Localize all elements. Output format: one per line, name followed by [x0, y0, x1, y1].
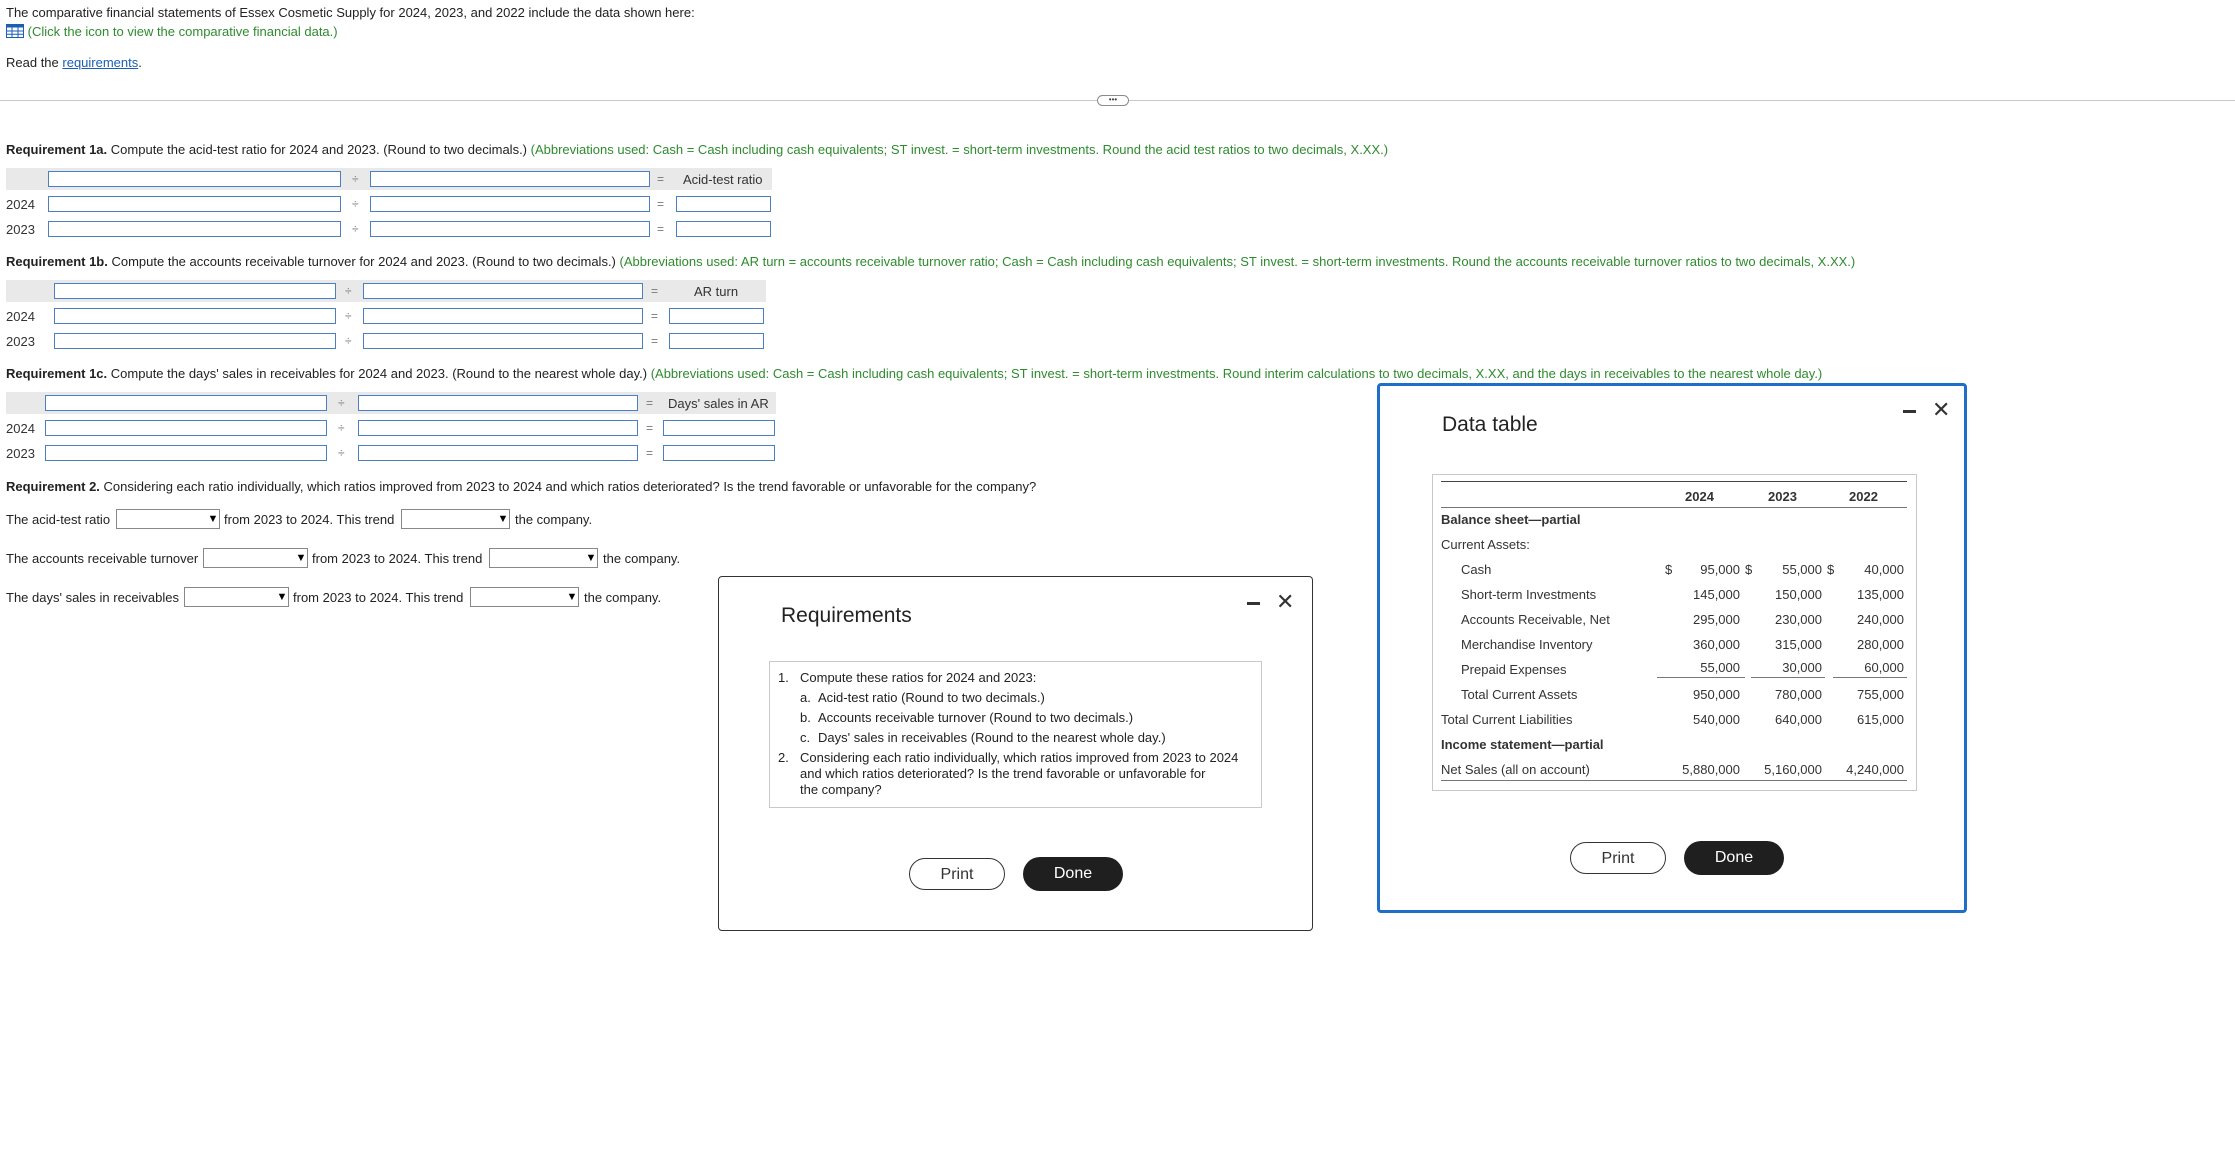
- row-label-prepaid: Prepaid Expenses: [1461, 662, 1567, 677]
- subtotal-rule: [1751, 677, 1825, 678]
- financial-data-table: [1432, 474, 1917, 791]
- equals-sign: =: [646, 421, 654, 435]
- cell-tca-2023: 780,000: [1775, 687, 1822, 702]
- year-2024: 2024: [6, 309, 35, 324]
- req-item-b-label: b.: [800, 710, 811, 725]
- req1c-2023-result[interactable]: [663, 445, 775, 461]
- minimize-icon[interactable]: [1903, 410, 1916, 413]
- subtotal-rule: [1657, 677, 1745, 678]
- divide-sign: ÷: [338, 446, 345, 460]
- read-prefix: Read the: [6, 55, 59, 70]
- header-rule: [1441, 507, 1907, 508]
- req1c-header-numerator[interactable]: [45, 395, 327, 411]
- req1c-2023-denominator[interactable]: [358, 445, 638, 461]
- req1a-2023-result[interactable]: [676, 221, 771, 237]
- cell-inv-2023: 315,000: [1775, 637, 1822, 652]
- row-label-st-investments: Short-term Investments: [1461, 587, 1597, 602]
- chevron-down-icon: ▼: [207, 513, 219, 525]
- req1b-text: Compute the accounts receivable turnover for 2024 and 2023. (Round to two decimals.): [111, 254, 616, 269]
- close-icon[interactable]: ✕: [1932, 397, 1951, 422]
- divide-sign: ÷: [352, 222, 359, 236]
- chevron-down-icon: ▼: [585, 552, 597, 564]
- req-item2-line2: and which ratios deteriorated? Is the trend favorable or unfavorable for: [800, 766, 1206, 781]
- cell-cash-2023: 55,000: [1782, 562, 1822, 577]
- cell-st-2022: 135,000: [1857, 587, 1904, 602]
- req1c-label: Requirement 1c.: [6, 366, 108, 381]
- divide-sign: ÷: [345, 309, 352, 323]
- req1b-heading: [6, 254, 1855, 269]
- req-item-b: Accounts receivable turnover (Round to two decimals.): [818, 710, 1134, 725]
- row-label-total-current-assets: Total Current Assets: [1461, 687, 1578, 702]
- equals-sign: =: [646, 446, 654, 460]
- req2-row3-mid: from 2023 to 2024. This trend: [293, 590, 464, 605]
- equals-sign: =: [651, 334, 659, 348]
- req1c-2024-numerator[interactable]: [45, 420, 327, 436]
- req1b-abbrev: (Abbreviations used: AR turn = accounts receivable turnover ratio; Cash = Cash including cash equivalents; ST invest. = short-term investments. Round the accounts receivable turnover ratios to two decimals, X.XX.): [619, 254, 1856, 269]
- req1a-header-numerator[interactable]: [48, 171, 341, 187]
- cell-tca-2022: 755,000: [1857, 687, 1904, 702]
- divide-sign: ÷: [352, 197, 359, 211]
- requirements-list: [769, 661, 1262, 808]
- req1a-abbrev: (Abbreviations used: Cash = Cash including cash equivalents; ST invest. = short-term investments. Round the acid test ratios to two decimals, X.XX.): [530, 142, 1389, 157]
- row-label-cash: Cash: [1461, 562, 1492, 577]
- row-label-total-current-liabilities: Total Current Liabilities: [1441, 712, 1573, 727]
- table-top-rule: [1441, 481, 1907, 482]
- req1a-result-header: Acid-test ratio: [683, 172, 763, 187]
- req1b-result-header: AR turn: [694, 284, 739, 299]
- req1a-2023-numerator[interactable]: [48, 221, 341, 237]
- equals-sign: =: [657, 172, 665, 186]
- minimize-icon[interactable]: [1247, 602, 1260, 605]
- equals-sign: =: [657, 197, 665, 211]
- cell-ns-2023: 5,160,000: [1764, 762, 1822, 777]
- req-item2-line1: Considering each ratio individually, which ratios improved from 2023 to 2024: [800, 750, 1239, 765]
- req1c-2024-result[interactable]: [663, 420, 775, 436]
- data-table-title: Data table: [1442, 413, 1538, 436]
- cell-ar-2024: 295,000: [1693, 612, 1740, 627]
- req1a-2024-result[interactable]: [676, 196, 771, 212]
- chevron-down-icon: ▼: [295, 552, 307, 564]
- subtotal-rule: [1833, 677, 1907, 678]
- req1c-2023-numerator[interactable]: [45, 445, 327, 461]
- req2-row3-label: The days' sales in receivables: [6, 590, 180, 605]
- read-requirements: [6, 55, 142, 70]
- cell-st-2024: 145,000: [1693, 587, 1740, 602]
- req1c-header-denominator[interactable]: [358, 395, 638, 411]
- expand-collapse-button[interactable]: •••: [1097, 95, 1129, 106]
- req-item1-num: 1.: [778, 670, 789, 685]
- cell-st-2023: 150,000: [1775, 587, 1822, 602]
- year-2023: 2023: [6, 222, 35, 237]
- equals-sign: =: [651, 309, 659, 323]
- col-header-2023: 2023: [1768, 489, 1797, 504]
- year-2023: 2023: [6, 334, 35, 349]
- row-label-net-sales: Net Sales (all on account): [1441, 762, 1590, 777]
- req-item-c: Days' sales in receivables (Round to the nearest whole day.): [818, 730, 1166, 745]
- req2-row3-trend-select[interactable]: [470, 587, 579, 607]
- req2-row1-trend-select[interactable]: [401, 509, 510, 529]
- year-2024: 2024: [6, 421, 35, 436]
- req2-row2-label: The accounts receivable turnover: [6, 551, 199, 566]
- req1c-abbrev: (Abbreviations used: Cash = Cash including cash equivalents; ST invest. = short-term investments. Round interim calculations to two decimals, X.XX, and the days in receivables to the nearest whole day.): [650, 366, 1823, 381]
- req1b-2024-denominator[interactable]: [363, 308, 643, 324]
- section-balance-sheet: Balance sheet—partial: [1441, 512, 1581, 527]
- req1b-2024-result[interactable]: [669, 308, 764, 324]
- cell-pre-2024: 55,000: [1700, 660, 1740, 675]
- divide-sign: ÷: [345, 284, 352, 298]
- cell-pre-2022: 60,000: [1864, 660, 1904, 675]
- cell-inv-2024: 360,000: [1693, 637, 1740, 652]
- col-header-2024: 2024: [1685, 489, 1714, 504]
- data-table-print-button[interactable]: Print: [1570, 842, 1666, 874]
- section-income-statement: Income statement—partial: [1441, 737, 1604, 752]
- cell-ar-2023: 230,000: [1775, 612, 1822, 627]
- cell-ns-2022: 4,240,000: [1846, 762, 1904, 777]
- year-2024: 2024: [6, 197, 35, 212]
- req1a-text: Compute the acid-test ratio for 2024 and 2023. (Round to two decimals.): [110, 142, 528, 157]
- req2-text: Considering each ratio individually, which ratios improved from 2023 to 2024 and which ratios deteriorated? Is the trend favorable or unfavorable for the company?: [103, 479, 1037, 494]
- cell-inv-2022: 280,000: [1857, 637, 1904, 652]
- requirements-modal-title: Requirements: [781, 604, 912, 627]
- cell-ar-2022: 240,000: [1857, 612, 1904, 627]
- req2-row2-end: the company.: [603, 551, 681, 566]
- cell-tcl-2023: 640,000: [1775, 712, 1822, 727]
- divide-sign: ÷: [338, 396, 345, 410]
- dollar-sign: $: [1665, 562, 1673, 577]
- req1c-result-header: Days' sales in AR: [668, 396, 769, 411]
- req1c-text: Compute the days' sales in receivables for 2024 and 2023. (Round to the nearest whole day.): [110, 366, 648, 381]
- equals-sign: =: [657, 222, 665, 236]
- dollar-sign: $: [1827, 562, 1835, 577]
- data-table-modal: [1377, 383, 1967, 913]
- dollar-sign: $: [1745, 562, 1753, 577]
- req2-row1-label: The acid-test ratio: [6, 512, 111, 527]
- year-2023: 2023: [6, 446, 35, 461]
- req-item-c-label: c.: [800, 730, 811, 745]
- req1a-header-denominator[interactable]: [370, 171, 650, 187]
- req1a-2023-denominator[interactable]: [370, 221, 650, 237]
- cell-cash-2024: 95,000: [1700, 562, 1740, 577]
- row-label-accounts-receivable: Accounts Receivable, Net: [1461, 612, 1610, 627]
- col-header-2022: 2022: [1849, 489, 1878, 504]
- req2-row1-end: the company.: [515, 512, 593, 527]
- requirements-print-button[interactable]: Print: [909, 858, 1005, 890]
- intro-text: The comparative financial statements of Essex Cosmetic Supply for 2024, 2023, and 2022 include the data shown here:: [6, 5, 695, 20]
- divide-sign: ÷: [345, 334, 352, 348]
- req-item2-line3: the company?: [800, 782, 882, 797]
- cell-pre-2023: 30,000: [1782, 660, 1822, 675]
- close-icon[interactable]: ✕: [1276, 589, 1295, 614]
- req1b-2023-denominator[interactable]: [363, 333, 643, 349]
- req1b-label: Requirement 1b.: [6, 254, 108, 269]
- req2-row3-end: the company.: [584, 590, 662, 605]
- table-bottom-rule: [1441, 780, 1907, 781]
- req1b-2024-numerator[interactable]: [54, 308, 336, 324]
- click-icon-text: (Click the icon to view the comparative financial data.): [27, 24, 338, 39]
- cell-tcl-2024: 540,000: [1693, 712, 1740, 727]
- table-icon[interactable]: [6, 24, 24, 38]
- req1a-2024-numerator[interactable]: [48, 196, 341, 212]
- chevron-down-icon: ▼: [566, 591, 578, 603]
- req1b-header-numerator[interactable]: [54, 283, 336, 299]
- req1a-heading: [6, 142, 1388, 157]
- divide-sign: ÷: [338, 421, 345, 435]
- req-item2-num: 2.: [778, 750, 789, 765]
- cell-tcl-2022: 615,000: [1857, 712, 1904, 727]
- req2-label: Requirement 2.: [6, 479, 100, 494]
- divide-sign: ÷: [352, 172, 359, 186]
- req2-row2-trend-select[interactable]: [489, 548, 598, 568]
- data-link-row[interactable]: [6, 24, 338, 39]
- row-label-inventory: Merchandise Inventory: [1461, 637, 1593, 652]
- requirements-modal: [718, 576, 1313, 931]
- req1b-header-denominator[interactable]: [363, 283, 643, 299]
- req-item-a-label: a.: [800, 690, 811, 705]
- req-item1: Compute these ratios for 2024 and 2023:: [800, 670, 1037, 685]
- data-table-done-button[interactable]: Done: [1684, 841, 1784, 875]
- cell-ns-2024: 5,880,000: [1682, 762, 1740, 777]
- chevron-down-icon: ▼: [276, 591, 288, 603]
- req1a-2024-denominator[interactable]: [370, 196, 650, 212]
- cell-cash-2022: 40,000: [1864, 562, 1904, 577]
- req2-row1-mid: from 2023 to 2024. This trend: [224, 512, 395, 527]
- req2-heading: [6, 479, 1036, 494]
- req2-row2-direction-select[interactable]: [203, 548, 308, 568]
- chevron-down-icon: ▼: [497, 513, 509, 525]
- req2-row1-direction-select[interactable]: [116, 509, 220, 529]
- req1b-2023-numerator[interactable]: [54, 333, 336, 349]
- req2-row3-direction-select[interactable]: [184, 587, 289, 607]
- read-suffix: .: [138, 55, 142, 70]
- cell-tca-2024: 950,000: [1693, 687, 1740, 702]
- current-assets-label: Current Assets:: [1441, 537, 1530, 552]
- requirements-done-button[interactable]: Done: [1023, 857, 1123, 891]
- equals-sign: =: [651, 284, 659, 298]
- req1b-2023-result[interactable]: [669, 333, 764, 349]
- req1c-2024-denominator[interactable]: [358, 420, 638, 436]
- req-item-a: Acid-test ratio (Round to two decimals.): [818, 690, 1045, 705]
- req1a-label: Requirement 1a.: [6, 142, 108, 157]
- equals-sign: =: [646, 396, 654, 410]
- req2-row2-mid: from 2023 to 2024. This trend: [312, 551, 483, 566]
- requirements-link[interactable]: requirements: [62, 55, 139, 70]
- req1c-heading: [6, 366, 1822, 381]
